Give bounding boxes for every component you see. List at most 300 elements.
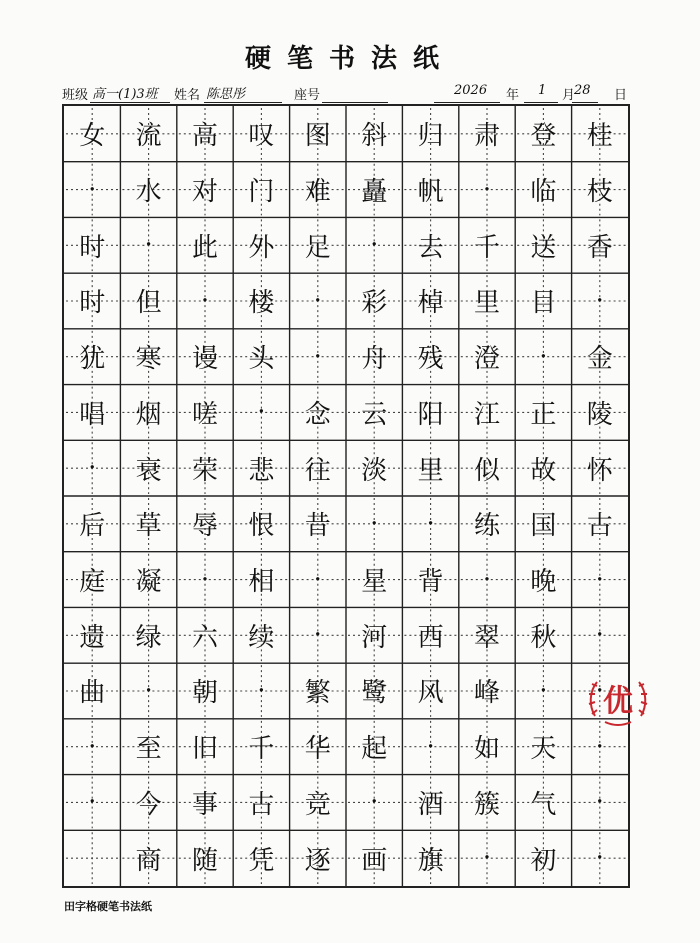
grid-cell: [459, 217, 515, 273]
grid-cell: [459, 329, 515, 385]
handwritten-character: 送: [530, 232, 557, 263]
handwritten-character: 河: [361, 622, 388, 653]
grid-cell: [233, 217, 289, 273]
handwritten-character: 但: [135, 288, 162, 319]
handwritten-character: 时: [79, 232, 106, 263]
grid-cell: [402, 329, 458, 385]
handwritten-character: 凭: [248, 845, 275, 876]
handwritten-character: ·: [595, 564, 604, 595]
handwritten-character: 秋: [530, 622, 557, 653]
handwritten-character: ·: [257, 397, 266, 428]
grid-cell: [120, 217, 176, 273]
grid-cell: [64, 552, 120, 608]
grid-cell: [572, 273, 628, 329]
grid-cell: [64, 830, 120, 886]
grid-cell: [233, 607, 289, 663]
handwritten-character: [64, 830, 120, 886]
handwritten-character: 旗: [417, 845, 444, 876]
handwritten-character: 遗: [79, 622, 106, 653]
grid-cell: [290, 663, 346, 719]
month-label: 月: [562, 88, 576, 103]
grid-cell: [459, 162, 515, 218]
day-label: 日: [614, 88, 628, 103]
grid-cell: [233, 385, 289, 441]
grid-cell: [402, 385, 458, 441]
handwritten-character: ·: [144, 230, 153, 261]
handwritten-character: ·: [539, 675, 548, 706]
handwritten-character: 酒: [417, 789, 444, 820]
handwritten-character: 残: [417, 344, 444, 375]
grid-cell: [346, 385, 402, 441]
handwritten-character: ·: [482, 174, 492, 205]
handwritten-character: 嗟: [191, 399, 218, 430]
handwritten-character: 怀: [586, 455, 613, 486]
handwritten-character: 香: [586, 232, 613, 263]
grid-cell: [290, 440, 346, 496]
grid-cell: [233, 552, 289, 608]
grid-cell: [572, 162, 628, 218]
grid-cell: [572, 607, 628, 663]
handwritten-character: 衰: [135, 455, 162, 486]
grid-cell: [402, 217, 458, 273]
grid-cell: [177, 719, 233, 775]
grid-cell: [346, 607, 402, 663]
handwritten-character: 归: [417, 121, 444, 152]
grid-cell: [346, 496, 402, 552]
handwritten-character: 似: [473, 455, 500, 486]
handwritten-character: 初: [530, 845, 557, 876]
grid-cell: [290, 162, 346, 218]
grid-cell: [402, 830, 458, 886]
handwritten-character: 辱: [191, 511, 218, 542]
grid-cell: [515, 162, 571, 218]
handwritten-character: ·: [200, 285, 210, 316]
grid-cell: [402, 607, 458, 663]
handwritten-character: 云: [361, 399, 388, 430]
grid-cell: [177, 162, 233, 218]
grid-cell: [177, 106, 233, 162]
handwritten-character: 枝: [586, 177, 613, 208]
grid-cell: [233, 273, 289, 329]
handwritten-character: ·: [539, 341, 548, 372]
handwritten-character: ·: [313, 285, 322, 316]
grid-cell: [64, 106, 120, 162]
handwritten-character: ·: [482, 564, 492, 595]
year-underline: [434, 102, 500, 103]
handwritten-character: ·: [426, 731, 435, 762]
handwritten-character: 对: [191, 177, 218, 208]
grid-cell: [402, 496, 458, 552]
handwritten-character: ·: [482, 843, 492, 874]
handwritten-character: 古: [586, 511, 613, 542]
handwritten-character: 国: [530, 511, 557, 542]
handwritten-character: 凝: [135, 567, 162, 598]
grid-cell: [572, 385, 628, 441]
handwritten-character: 叹: [248, 121, 275, 152]
grid-cell: [402, 775, 458, 831]
grid-cell: [64, 329, 120, 385]
grid-cell: [459, 273, 515, 329]
handwritten-character: 犹: [79, 344, 106, 375]
grid-cell: [177, 496, 233, 552]
grid-cell: [64, 607, 120, 663]
handwritten-character: 至: [135, 734, 162, 765]
handwritten-character: 星: [361, 567, 388, 598]
grid-cell: [177, 607, 233, 663]
grid-cell: [346, 775, 402, 831]
handwritten-character: 里: [417, 455, 444, 486]
name-value: 陈思彤: [206, 87, 246, 102]
grid-cell: [120, 663, 176, 719]
grid-cell: [64, 719, 120, 775]
grid-cell: [120, 162, 176, 218]
handwritten-character: 谩: [191, 344, 218, 375]
handwritten-character: ·: [88, 174, 97, 205]
day-value: 28: [574, 83, 591, 98]
grid-cell: [120, 329, 176, 385]
excellent-stamp: [585, 668, 651, 734]
grid-cell: [515, 329, 571, 385]
handwritten-character: ·: [595, 620, 604, 651]
handwritten-character: 绿: [135, 622, 162, 653]
handwritten-character: 陵: [586, 399, 613, 430]
grid-cell: [233, 830, 289, 886]
handwritten-character: 昔: [304, 511, 331, 542]
grid-cell: [290, 496, 346, 552]
handwritten-character: ·: [595, 285, 604, 316]
handwritten-character: 悲: [248, 455, 275, 486]
grid-cell: [572, 329, 628, 385]
day-underline: [572, 102, 598, 103]
year-value: 2026: [454, 83, 488, 98]
handwritten-character: ·: [595, 787, 604, 818]
grid-cell: [402, 440, 458, 496]
handwritten-character: ·: [370, 787, 379, 818]
handwritten-character: ·: [426, 508, 435, 539]
handwritten-character: 故: [530, 455, 557, 486]
handwritten-character: 帆: [417, 177, 444, 208]
handwritten-character: 恨: [248, 511, 275, 542]
handwritten-character: 外: [248, 232, 275, 263]
grid-cell: [515, 440, 571, 496]
grid-cell: [572, 496, 628, 552]
handwritten-character: 练: [473, 511, 500, 542]
grid-cell: [402, 552, 458, 608]
handwritten-character: 背: [417, 567, 444, 598]
handwritten-character: 簇: [473, 789, 500, 820]
grid-cell: [346, 162, 402, 218]
handwritten-character: ·: [595, 675, 604, 706]
grid-cell: [120, 106, 176, 162]
grid-cell: [64, 217, 120, 273]
grid-cell: [233, 719, 289, 775]
grid-cell: [402, 719, 458, 775]
grid-cell: [459, 663, 515, 719]
handwritten-character: 高: [191, 121, 218, 152]
grid-cell: [177, 273, 233, 329]
grid-cell: [233, 663, 289, 719]
grid-cell: [120, 719, 176, 775]
grid-cell: [515, 830, 571, 886]
handwritten-character: 彩: [361, 288, 388, 319]
handwritten-character: 续: [248, 622, 275, 653]
grid-cell: [515, 663, 571, 719]
grid-cell: [233, 106, 289, 162]
handwritten-character: 去: [417, 232, 444, 263]
handwritten-character: 此: [191, 232, 218, 263]
handwritten-character: 画: [361, 845, 388, 876]
handwritten-character: 时: [79, 288, 106, 319]
grid-cell: [64, 385, 120, 441]
handwritten-character: 足: [304, 232, 331, 263]
grid-cell: [290, 217, 346, 273]
handwritten-character: ·: [257, 675, 266, 706]
grid-cell: [515, 217, 571, 273]
class-underline: [90, 102, 170, 103]
handwritten-character: 峰: [473, 678, 500, 709]
handwritten-character: 正: [530, 399, 557, 430]
handwritten-character: 头: [248, 344, 275, 375]
grid-cell: [572, 830, 628, 886]
grid-cell: [459, 552, 515, 608]
handwritten-character: 图: [304, 121, 331, 152]
grid-cell: [177, 440, 233, 496]
grid-cell: [290, 552, 346, 608]
grid-cell: [290, 106, 346, 162]
grid-cell: [120, 607, 176, 663]
handwritten-character: 旧: [191, 734, 218, 765]
grid-cell: [290, 607, 346, 663]
grid-cell: [459, 440, 515, 496]
handwritten-character: 江: [473, 399, 500, 430]
handwritten-character: 楼: [248, 288, 275, 319]
grid-cell: [120, 830, 176, 886]
handwritten-character: ·: [313, 341, 322, 372]
name-underline: [204, 102, 282, 103]
grid-cell: [515, 607, 571, 663]
grid-cell: [177, 663, 233, 719]
grid-cell: [459, 106, 515, 162]
grid-cell: [177, 552, 233, 608]
grid-cell: [120, 273, 176, 329]
grid-cell: [515, 496, 571, 552]
grid-cell: [346, 329, 402, 385]
handwritten-character: ·: [313, 564, 322, 595]
handwritten-character: 西: [417, 622, 444, 653]
handwritten-character: 难: [304, 177, 331, 208]
class-label: 班级: [62, 88, 89, 103]
handwritten-character: 朝: [191, 678, 218, 709]
handwritten-character: ·: [200, 564, 210, 595]
handwritten-character: 阳: [417, 399, 444, 430]
handwritten-character: 斜: [361, 121, 388, 152]
grid-cell: [233, 775, 289, 831]
handwritten-character: 门: [248, 177, 275, 208]
grid-cell: [120, 440, 176, 496]
handwritten-character: 事: [191, 789, 218, 820]
grid-cell: [346, 830, 402, 886]
grid-cell: [459, 775, 515, 831]
grid-cell: [459, 607, 515, 663]
handwritten-character: 后: [79, 511, 106, 542]
grid-cell: [290, 329, 346, 385]
handwritten-character: ·: [595, 843, 604, 874]
grid-cell: [64, 440, 120, 496]
handwritten-character: 矗: [361, 177, 388, 208]
grid-cell: [346, 273, 402, 329]
grid-cell: [64, 162, 120, 218]
grid-cell: [346, 552, 402, 608]
handwritten-character: 千: [248, 734, 275, 765]
grid-cell: [346, 106, 402, 162]
header-info-line: [62, 84, 630, 106]
name-label: 姓名: [174, 88, 201, 103]
handwritten-character: 肃: [473, 121, 500, 152]
handwritten-character: ·: [88, 731, 97, 762]
grid-cell: [459, 830, 515, 886]
handwritten-character: 相: [248, 567, 275, 598]
grid-cell: [290, 273, 346, 329]
grid-cell: [120, 552, 176, 608]
handwritten-character: ·: [370, 508, 379, 539]
grid-cell: [290, 830, 346, 886]
grid-cell: [402, 106, 458, 162]
handwritten-character: ·: [88, 787, 97, 818]
grid-cell: [515, 385, 571, 441]
grid-cell: [290, 719, 346, 775]
handwritten-character: ·: [370, 230, 379, 261]
grid-cell: [572, 106, 628, 162]
grid-cell: [572, 217, 628, 273]
handwritten-character: 淡: [361, 455, 388, 486]
grid-cell: [177, 217, 233, 273]
handwritten-character: 荣: [191, 455, 218, 486]
grid-cell: [572, 440, 628, 496]
grid-cell: [459, 496, 515, 552]
handwritten-character: 气: [530, 789, 557, 820]
handwritten-character: 天: [530, 734, 557, 765]
grid-cell: [346, 663, 402, 719]
grid-cell: [233, 440, 289, 496]
grid-cell: [402, 273, 458, 329]
handwritten-character: 棹: [417, 288, 444, 319]
grid-cell: [290, 775, 346, 831]
grid-cell: [515, 775, 571, 831]
grid-cell: [346, 440, 402, 496]
seat-underline: [322, 102, 388, 103]
handwritten-character: 曲: [79, 678, 106, 709]
handwritten-character: 目: [530, 288, 557, 319]
handwritten-character: 里: [473, 288, 500, 319]
handwritten-character: 登: [530, 121, 557, 152]
grid-cell: [233, 496, 289, 552]
month-value: 1: [538, 83, 547, 98]
handwritten-character: 风: [417, 678, 444, 709]
class-value: 高一(1)3班: [92, 87, 158, 102]
handwritten-character: 六: [191, 622, 218, 653]
handwritten-character: 今: [135, 789, 162, 820]
handwritten-character: 寒: [135, 344, 162, 375]
grid-cell: [402, 162, 458, 218]
handwritten-character: 念: [304, 399, 331, 430]
handwritten-character: 随: [191, 845, 218, 876]
handwritten-character: 古: [248, 789, 275, 820]
handwritten-character: 繁: [304, 678, 331, 709]
handwritten-character: 竞: [304, 789, 331, 820]
handwritten-character: ·: [144, 675, 153, 706]
handwritten-character: 唱: [79, 399, 106, 430]
handwritten-character: 如: [473, 734, 500, 765]
grid-cell: [177, 775, 233, 831]
handwritten-character: 庭: [79, 567, 106, 598]
handwritten-character: ·: [88, 453, 97, 484]
grid-cell: [64, 496, 120, 552]
grid-cell: [64, 273, 120, 329]
page-title: 硬笔书法纸: [244, 44, 455, 74]
grid-cell: [515, 552, 571, 608]
month-underline: [524, 102, 558, 103]
handwritten-character: 鹭: [361, 678, 388, 709]
handwritten-character: 千: [473, 232, 500, 263]
grid-cell: [177, 329, 233, 385]
handwritten-character: 澄: [473, 344, 500, 375]
grid-cell: [177, 830, 233, 886]
grid-cell: [64, 775, 120, 831]
tianzige-grid: [62, 104, 630, 888]
grid-cell: [120, 496, 176, 552]
handwritten-character: 舟: [361, 344, 388, 375]
handwritten-character: 流: [135, 121, 162, 152]
handwritten-character: 起: [361, 734, 388, 765]
grid-cell: [572, 552, 628, 608]
handwritten-character: 华: [304, 734, 331, 765]
grid-cell: [120, 385, 176, 441]
footer-caption: 田字格硬笔书法纸: [64, 900, 152, 913]
grid-cell: [459, 385, 515, 441]
handwritten-character: 翠: [473, 622, 500, 653]
handwritten-character: 临: [530, 177, 557, 208]
seat-label: 座号: [294, 88, 321, 103]
grid-cell: [120, 775, 176, 831]
handwritten-character: ·: [313, 620, 322, 651]
stamp-text: 优: [603, 684, 633, 719]
grid-cell: [515, 106, 571, 162]
handwritten-character: 往: [304, 455, 331, 486]
handwritten-character: 女: [79, 121, 106, 152]
grid-cell: [233, 329, 289, 385]
handwritten-character: 逐: [304, 845, 331, 876]
grid-cell: [515, 273, 571, 329]
grid-cell: [233, 162, 289, 218]
grid-cell: [346, 217, 402, 273]
handwritten-character: 草: [135, 511, 162, 542]
grid-cell: [515, 719, 571, 775]
handwritten-character: 烟: [135, 399, 162, 430]
handwritten-character: ·: [595, 731, 604, 762]
grid-cell: [64, 663, 120, 719]
grid-cell: [402, 663, 458, 719]
handwritten-character: 晚: [530, 567, 557, 598]
grid-cell: [177, 385, 233, 441]
handwritten-character: 水: [135, 177, 162, 208]
grid-cell: [459, 719, 515, 775]
grid-cell: [572, 775, 628, 831]
handwritten-character: 商: [135, 845, 162, 876]
grid-cell: [346, 719, 402, 775]
handwritten-character: 桂: [586, 121, 613, 152]
year-label: 年: [506, 88, 520, 103]
handwritten-character: 金: [586, 344, 613, 375]
